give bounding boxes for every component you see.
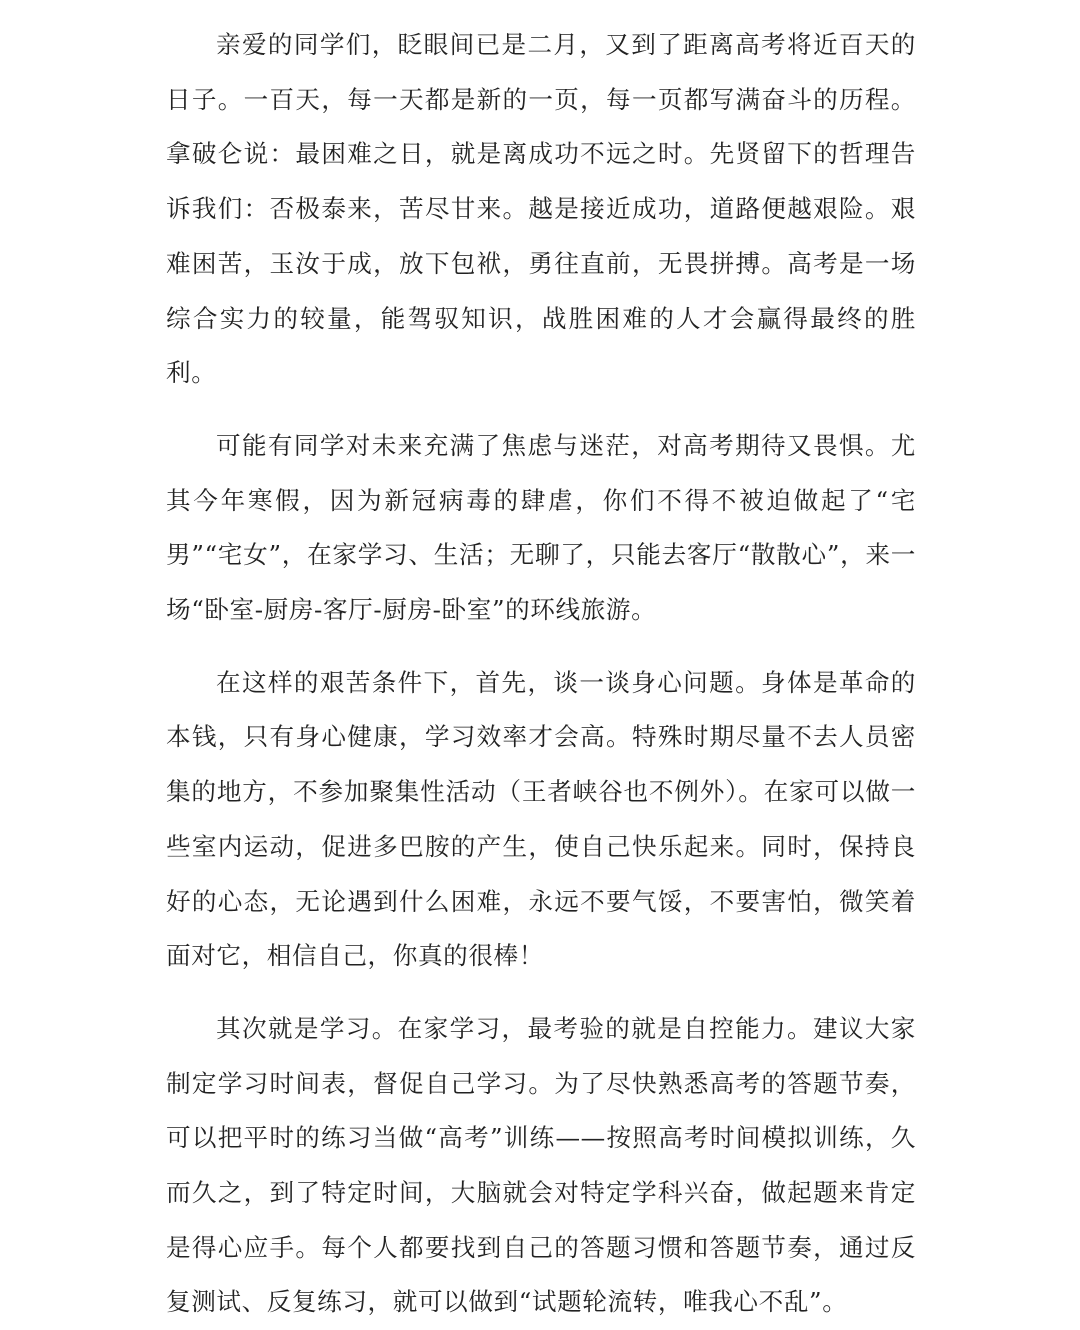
paragraph-anxiety: 可能有同学对未来充满了焦虑与迷茫，对高考期待又畏惧。尤其今年寒假，因为新冠病毒的肆虐，你们不得不被迫做起了“宅男”“宅女”，在家学习、生活；无聊了，只能去客厅“散散心”，来一场“卧室-厨房-客厅-厨房-卧室”的环线旅游。 — [166, 430, 916, 625]
letter-body — [166, 18, 916, 1330]
paragraph-greeting: 亲爱的同学们，眨眼间已是二月，又到了距离高考将近百天的日子。一百天，每一天都是新的一页，每一页都写满奋斗的历程。拿破仑说：最困难之日，就是离成功不远之时。先贤留下的哲理告诉我们：否极泰来，苦尽甘来。越是接近成功，道路便越艰险。艰难困苦，玉汝于成，放下包袱，勇往直前，无畏拼搏。高考是一场综合实力的较量，能驾驭知识，战胜困难的人才会赢得最终的胜利。 — [166, 30, 916, 388]
paragraph-health: 在这样的艰苦条件下，首先，谈一谈身心问题。身体是革命的本钱，只有身心健康，学习效率才会高。特殊时期尽量不去人员密集的地方，不参加聚集性活动（王者峡谷也不例外）。在家可以做一些室内运动，促进多巴胺的产生，使自己快乐起来。同时，保持良好的心态，无论遇到什么困难，永远不要气馁，不要害怕，微笑着面对它，相信自己，你真的很棒！ — [166, 667, 916, 971]
paragraph-study: 其次就是学习。在家学习，最考验的就是自控能力。建议大家制定学习时间表，督促自己学习。为了尽快熟悉高考的答题节奏，可以把平时的练习当做“高考”训练——按照高考时间模拟训练，久而久之，到了特定时间，大脑就会对特定学科兴奋，做起题来肯定是得心应手。每个人都要找到自己的答题习惯和答题节奏，通过反复测试、反复练习，就可以做到“试题轮流转，唯我心不乱”。 — [166, 1013, 916, 1317]
